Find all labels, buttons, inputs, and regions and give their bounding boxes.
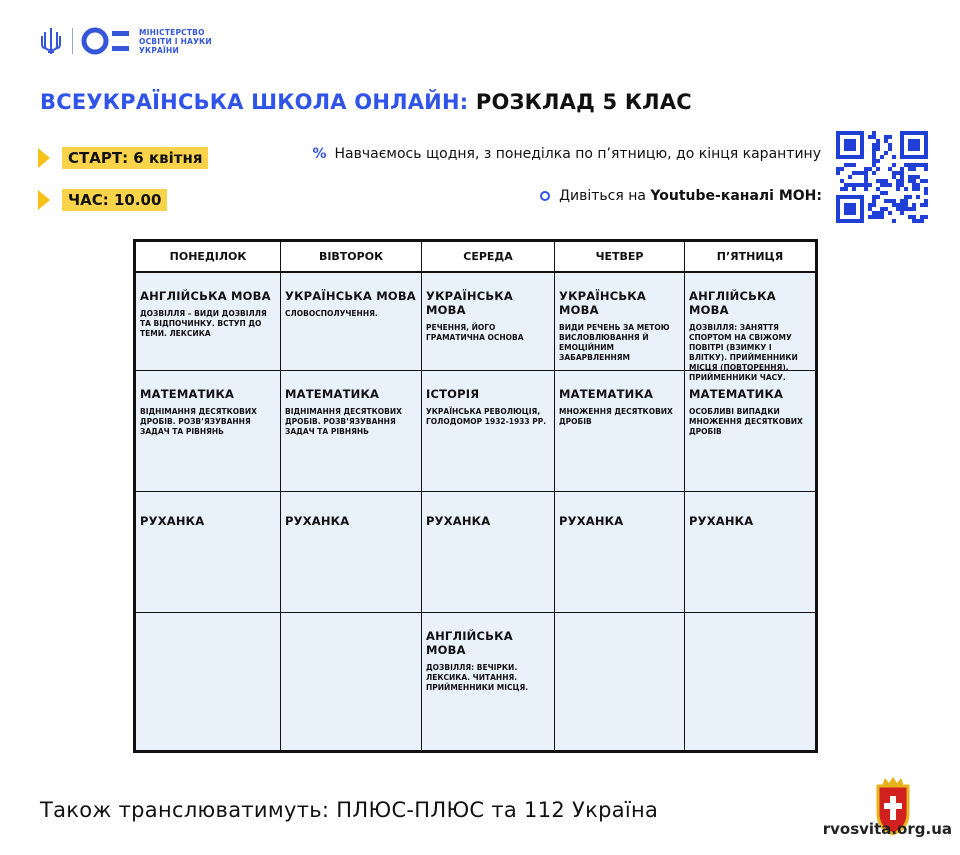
day-header: П’ЯТНИЦЯ	[685, 242, 815, 273]
lesson-cell	[555, 371, 685, 492]
lesson-cell	[685, 273, 815, 382]
lesson-cell	[281, 371, 422, 492]
lesson-topic: ВІДНІМАННЯ ДЕСЯТКОВИХ ДРОБІВ. РОЗВ’ЯЗУВАННЯ ЗАДАЧ ТА РІВНЯНЬ	[285, 407, 402, 436]
lesson-topic: ВІДНІМАННЯ ДЕСЯТКОВИХ ДРОБІВ. РОЗВ’ЯЗУВАННЯ ЗАДАЧ ТА РІВНЯНЬ	[140, 407, 257, 436]
lesson-subject: РУХАНКА	[426, 514, 491, 528]
lesson-subject: РУХАНКА	[559, 514, 624, 528]
lesson-cell	[281, 273, 422, 371]
lesson-cell	[555, 613, 685, 750]
lesson-topic: УКРАЇНСЬКА РЕВОЛЮЦІЯ, ГОЛОДОМОР 1932-1933 РР.	[426, 407, 547, 426]
lesson-topic: ДОЗВІЛЛЯ: ВЕЧІРКИ. ЛЕКСИКА. ЧИТАННЯ. ПРИЙМЕННИКИ МІСЦЯ.	[426, 663, 529, 692]
day-header: ПОНЕДІЛОК	[136, 242, 281, 273]
lesson-cell	[422, 492, 555, 613]
info-youtube-prefix: Дивіться на	[559, 188, 646, 204]
lesson-subject: АНГЛІЙСЬКА МОВА	[426, 629, 513, 657]
lesson-topic: ДОЗВІЛЛЯ – ВИДИ ДОЗВІЛЛЯ ТА ВІДПОЧИНКУ. ВСТУП ДО ТЕМИ. ЛЕКСИКА	[140, 309, 267, 338]
percent-icon: %	[312, 146, 327, 162]
footer-broadcast-note: Також транслюватимуть: ПЛЮС-ПЛЮС та 112 Україна	[40, 798, 659, 822]
lesson-subject: УКРАЇНСЬКА МОВА	[285, 289, 416, 303]
arrow-icon	[38, 148, 50, 168]
lesson-topic: РЕЧЕННЯ, ЙОГО ГРАМАТИЧНА ОСНОВА	[426, 323, 524, 342]
info-daily	[313, 146, 822, 162]
schedule-table	[133, 239, 818, 753]
lesson-cell	[422, 371, 555, 492]
lesson-cell	[136, 613, 281, 750]
day-header: СЕРЕДА	[422, 242, 555, 273]
lesson-subject: ІСТОРІЯ	[426, 387, 480, 401]
start-date-label: СТАРТ: 6 квітня	[62, 147, 208, 169]
page-title	[40, 90, 692, 114]
info-daily-text: Навчаємось щодня, з понеділка по п’ятницю, до кінця карантину	[334, 146, 821, 162]
lesson-cell	[281, 492, 422, 613]
lesson-subject: МАТЕМАТИКА	[285, 387, 380, 401]
page-title-highlight: ВСЕУКРАЇНСЬКА ШКОЛА ОНЛАЙН:	[40, 90, 469, 114]
lesson-subject: РУХАНКА	[285, 514, 350, 528]
time-label: ЧАС: 10.00	[62, 189, 167, 211]
lesson-topic: СЛОВОСПОЛУЧЕННЯ.	[285, 309, 378, 318]
start-tag	[38, 147, 208, 169]
lesson-subject: УКРАЇНСЬКА МОВА	[559, 289, 647, 317]
info-youtube-channel: Youtube-каналі МОН:	[650, 188, 822, 204]
site-watermark: rvosvita.org.ua	[822, 820, 952, 838]
day-header: ЧЕТВЕР	[555, 242, 685, 273]
ministry-name-line2: ОСВІТИ І НАУКИ	[139, 36, 212, 46]
arrow-icon	[38, 190, 50, 210]
lesson-cell	[422, 273, 555, 371]
lesson-topic: ОСОБЛИВІ ВИПАДКИ МНОЖЕННЯ ДЕСЯТКОВИХ ДРОБІВ	[689, 407, 803, 436]
qr-code-icon[interactable]	[836, 131, 928, 223]
lesson-topic: МНОЖЕННЯ ДЕСЯТКОВИХ ДРОБІВ	[559, 407, 673, 426]
lesson-cell	[136, 273, 281, 371]
mon-logo	[40, 26, 212, 56]
ministry-name	[139, 28, 212, 55]
info-youtube	[540, 188, 822, 204]
mon-logo-mark-icon	[81, 26, 133, 56]
logo-divider	[72, 28, 73, 54]
lesson-subject: РУХАНКА	[689, 514, 754, 528]
lesson-cell	[685, 613, 815, 750]
lesson-cell	[685, 371, 815, 492]
lesson-subject: АНГЛІЙСЬКА МОВА	[140, 289, 271, 303]
page-title-rest: РОЗКЛАД 5 КЛАС	[475, 90, 692, 114]
lesson-cell	[136, 492, 281, 613]
lesson-cell	[136, 371, 281, 492]
lesson-cell	[422, 613, 555, 750]
day-header: ВІВТОРОК	[281, 242, 422, 273]
lesson-topic: ДОЗВІЛЛЯ: ЗАНЯТТЯ СПОРТОМ НА СВІЖОМУ ПОВІТРІ (ВЗИМКУ І ВЛІТКУ). ПРИЙМЕННИКИ МІСЦЯ (ПОВТОРЕННЯ). ПРИЙМЕННИКИ ЧАСУ.	[689, 323, 798, 382]
lesson-cell	[555, 273, 685, 371]
trident-icon	[40, 26, 62, 56]
lesson-subject: АНГЛІЙСЬКА МОВА	[689, 289, 776, 317]
lesson-subject: МАТЕМАТИКА	[559, 387, 654, 401]
lesson-cell	[281, 613, 422, 750]
time-tag	[38, 189, 167, 211]
ministry-name-line1: МІНІСТЕРСТВО	[139, 27, 205, 37]
lesson-cell	[555, 492, 685, 613]
ministry-name-line3: УКРАЇНИ	[139, 45, 179, 55]
lesson-subject: РУХАНКА	[140, 514, 205, 528]
lesson-subject: МАТЕМАТИКА	[140, 387, 235, 401]
lesson-topic: ВИДИ РЕЧЕНЬ ЗА МЕТОЮ ВИСЛОВЛЮВАННЯ Й ЕМОЦІЙНИМ ЗАБАРВЛЕННЯМ	[559, 323, 670, 362]
lesson-subject: МАТЕМАТИКА	[689, 387, 784, 401]
circle-bullet-icon	[540, 191, 550, 201]
lesson-cell	[685, 492, 815, 613]
lesson-subject: УКРАЇНСЬКА МОВА	[426, 289, 514, 317]
